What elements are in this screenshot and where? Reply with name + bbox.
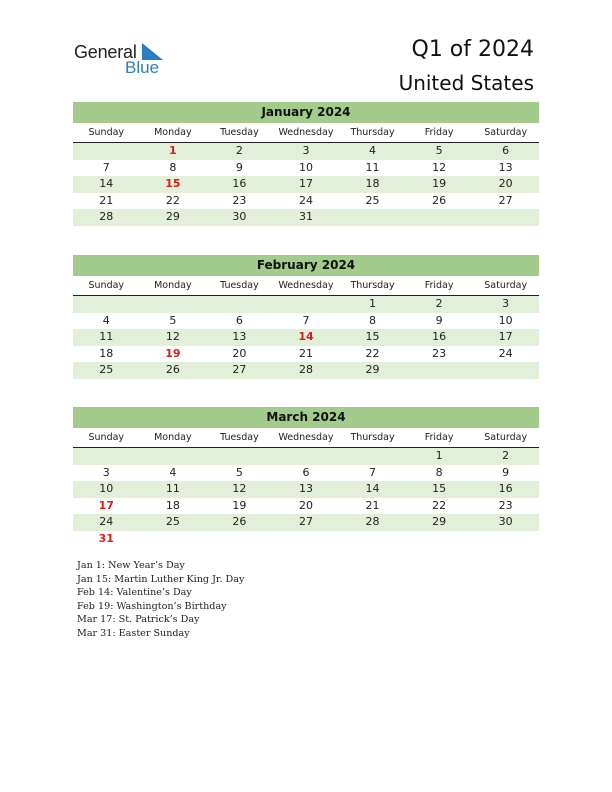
- date-cell: [273, 531, 340, 548]
- weekday-label: Thursday: [350, 280, 395, 291]
- week-row: [73, 346, 539, 363]
- logo-text-general: General: [74, 42, 137, 62]
- weekday-label: Sunday: [88, 127, 125, 138]
- date-cell: 7: [302, 313, 310, 327]
- weekday-label: Tuesday: [220, 432, 259, 443]
- date-cell: 10: [498, 313, 513, 327]
- weekday-label: Sunday: [88, 280, 125, 291]
- weekday-label: Friday: [424, 432, 454, 443]
- weekday-label: Tuesday: [220, 127, 259, 138]
- date-cell: 26: [232, 515, 247, 529]
- date-cell: [273, 448, 340, 465]
- date-cell: 7: [102, 160, 110, 174]
- date-cell: 5: [435, 144, 443, 157]
- month-calendar-february: [73, 255, 539, 379]
- date-cell: 12: [232, 482, 247, 496]
- date-cell: [140, 296, 207, 313]
- date-cell: 23: [432, 346, 447, 360]
- date-cell: 8: [169, 160, 177, 174]
- date-cell: 2: [235, 144, 243, 157]
- date-cell: 31: [298, 210, 313, 224]
- week-row: [73, 498, 539, 515]
- logo-text-blue: Blue: [125, 58, 160, 77]
- week-row: [73, 362, 539, 379]
- date-cell: 18: [165, 498, 180, 512]
- weekday-label: Saturday: [484, 127, 528, 138]
- date-cell: 2: [502, 449, 510, 462]
- week-row: [73, 448, 539, 465]
- date-cell: 27: [232, 363, 247, 377]
- week-row: [73, 465, 539, 482]
- date-cell: [206, 531, 273, 548]
- week-row: [73, 481, 539, 498]
- date-cell: 15: [365, 330, 380, 344]
- week-row: [73, 209, 539, 226]
- date-cell: 22: [165, 193, 180, 207]
- weekday-header-row: [73, 276, 539, 296]
- week-row: [73, 143, 539, 160]
- date-cell: 16: [232, 177, 247, 191]
- holiday-list-item: Jan 1: New Year’s Day: [77, 560, 185, 571]
- weekday-label: Monday: [154, 280, 192, 291]
- date-cell: 10: [298, 160, 313, 174]
- weekday-label: Thursday: [350, 127, 395, 138]
- weekday-label: Wednesday: [278, 127, 334, 138]
- weekday-label: Tuesday: [220, 280, 259, 291]
- date-cell: [206, 296, 273, 313]
- weekday-label: Monday: [154, 127, 192, 138]
- date-cell: 25: [99, 363, 114, 377]
- holiday-date-cell: 31: [98, 531, 114, 545]
- date-cell: 13: [298, 482, 313, 496]
- weekday-header-row: [73, 428, 539, 448]
- holiday-list-item: Mar 17: St. Patrick’s Day: [77, 614, 200, 625]
- date-cell: 30: [498, 515, 513, 529]
- date-cell: [406, 531, 473, 548]
- month-header: March 2024: [73, 407, 539, 428]
- date-cell: 13: [232, 330, 247, 344]
- generalblue-logo: [74, 42, 174, 78]
- date-cell: 4: [169, 465, 177, 479]
- date-cell: 29: [165, 210, 180, 224]
- date-cell: 27: [298, 515, 313, 529]
- date-cell: 17: [298, 177, 313, 191]
- date-cell: 11: [99, 330, 114, 344]
- date-cell: 1: [369, 297, 377, 310]
- holiday-date-cell: 15: [165, 177, 181, 191]
- date-cell: 3: [502, 297, 510, 310]
- holiday-date-cell: 19: [165, 346, 181, 360]
- weekday-label: Friday: [424, 280, 454, 291]
- holiday-list-item: Feb 19: Washington’s Birthday: [77, 600, 227, 612]
- month-header: January 2024: [73, 102, 539, 123]
- date-cell: 30: [232, 210, 247, 224]
- weekday-label: Thursday: [350, 432, 395, 443]
- weekday-label: Monday: [154, 432, 192, 443]
- week-row: [73, 514, 539, 531]
- date-cell: 12: [165, 330, 180, 344]
- date-cell: [73, 296, 140, 313]
- date-cell: 8: [435, 465, 443, 479]
- date-cell: 21: [365, 498, 380, 512]
- date-cell: [339, 448, 406, 465]
- date-cell: [339, 209, 406, 226]
- date-cell: [472, 209, 539, 226]
- week-row: [73, 176, 539, 193]
- date-cell: 27: [498, 193, 513, 207]
- weekday-label: Sunday: [88, 432, 125, 443]
- date-cell: 14: [365, 482, 380, 496]
- date-cell: 16: [432, 330, 447, 344]
- week-row: [73, 313, 539, 330]
- date-cell: 24: [298, 193, 313, 207]
- date-cell: 9: [435, 313, 443, 327]
- holiday-list-item: Feb 14: Valentine’s Day: [77, 587, 192, 598]
- date-cell: 6: [302, 465, 310, 479]
- date-cell: 24: [99, 515, 114, 529]
- month-calendar-january: [73, 102, 539, 226]
- date-cell: [472, 362, 539, 379]
- date-cell: 29: [432, 515, 447, 529]
- holiday-list-item: Jan 15: Martin Luther King Jr. Day: [77, 573, 245, 585]
- date-cell: 11: [365, 160, 380, 174]
- month-calendar-march: [73, 407, 539, 548]
- country-name: United States: [398, 71, 534, 95]
- holiday-date-cell: 1: [169, 144, 177, 157]
- week-row: [73, 329, 539, 346]
- date-cell: [140, 531, 207, 548]
- date-cell: [206, 448, 273, 465]
- date-cell: 4: [369, 144, 377, 157]
- holiday-date-cell: 14: [298, 330, 314, 344]
- date-cell: 6: [502, 144, 510, 157]
- holiday-list: [77, 559, 244, 640]
- week-row: [73, 531, 539, 548]
- date-cell: [472, 531, 539, 548]
- weekday-label: Wednesday: [278, 432, 334, 443]
- weekday-label: Saturday: [484, 280, 528, 291]
- date-cell: 7: [369, 465, 377, 479]
- date-cell: 20: [498, 177, 513, 191]
- date-cell: 18: [365, 177, 380, 191]
- date-cell: [339, 531, 406, 548]
- date-cell: 25: [365, 193, 380, 207]
- date-cell: 22: [365, 346, 380, 360]
- date-cell: 28: [99, 210, 114, 224]
- date-cell: 28: [298, 363, 313, 377]
- date-cell: 3: [102, 465, 110, 479]
- date-cell: [273, 296, 340, 313]
- date-cell: 17: [498, 330, 513, 344]
- month-header: February 2024: [73, 255, 539, 276]
- week-row: [73, 193, 539, 210]
- date-cell: 20: [298, 498, 313, 512]
- date-cell: 12: [432, 160, 447, 174]
- date-cell: 20: [232, 346, 247, 360]
- date-cell: 21: [298, 346, 313, 360]
- date-cell: 22: [432, 498, 447, 512]
- date-cell: 8: [369, 313, 377, 327]
- date-cell: [73, 448, 140, 465]
- date-cell: [406, 209, 473, 226]
- date-cell: 5: [169, 313, 177, 327]
- weekday-label: Saturday: [484, 432, 528, 443]
- holiday-date-cell: 17: [98, 498, 114, 512]
- date-cell: 6: [235, 313, 243, 327]
- date-cell: 29: [365, 363, 380, 377]
- weekday-label: Friday: [424, 127, 454, 138]
- holiday-list-item: Mar 31: Easter Sunday: [77, 627, 190, 639]
- date-cell: 1: [435, 449, 443, 462]
- date-cell: 11: [165, 482, 180, 496]
- date-cell: 10: [99, 482, 114, 496]
- date-cell: 19: [232, 498, 247, 512]
- date-cell: 14: [99, 177, 114, 191]
- date-cell: 26: [165, 363, 180, 377]
- date-cell: 9: [235, 160, 243, 174]
- date-cell: 2: [435, 297, 443, 310]
- date-cell: 26: [432, 193, 447, 207]
- date-cell: 28: [365, 515, 380, 529]
- weekday-label: Wednesday: [278, 280, 334, 291]
- date-cell: 13: [498, 160, 513, 174]
- date-cell: [406, 362, 473, 379]
- date-cell: 18: [99, 346, 114, 360]
- date-cell: 21: [99, 193, 114, 207]
- date-cell: [73, 143, 140, 160]
- date-cell: 5: [235, 465, 243, 479]
- week-row: [73, 160, 539, 177]
- date-cell: 23: [232, 193, 247, 207]
- week-row: [73, 296, 539, 313]
- date-cell: 16: [498, 482, 513, 496]
- date-cell: [140, 448, 207, 465]
- weekday-header-row: [73, 123, 539, 143]
- date-cell: 15: [432, 482, 447, 496]
- date-cell: 4: [102, 313, 110, 327]
- date-cell: 3: [302, 144, 310, 157]
- page-title: Q1 of 2024: [411, 37, 534, 62]
- date-cell: 25: [165, 515, 180, 529]
- date-cell: 19: [432, 177, 447, 191]
- date-cell: 9: [502, 465, 510, 479]
- date-cell: 23: [498, 498, 513, 512]
- date-cell: 24: [498, 346, 513, 360]
